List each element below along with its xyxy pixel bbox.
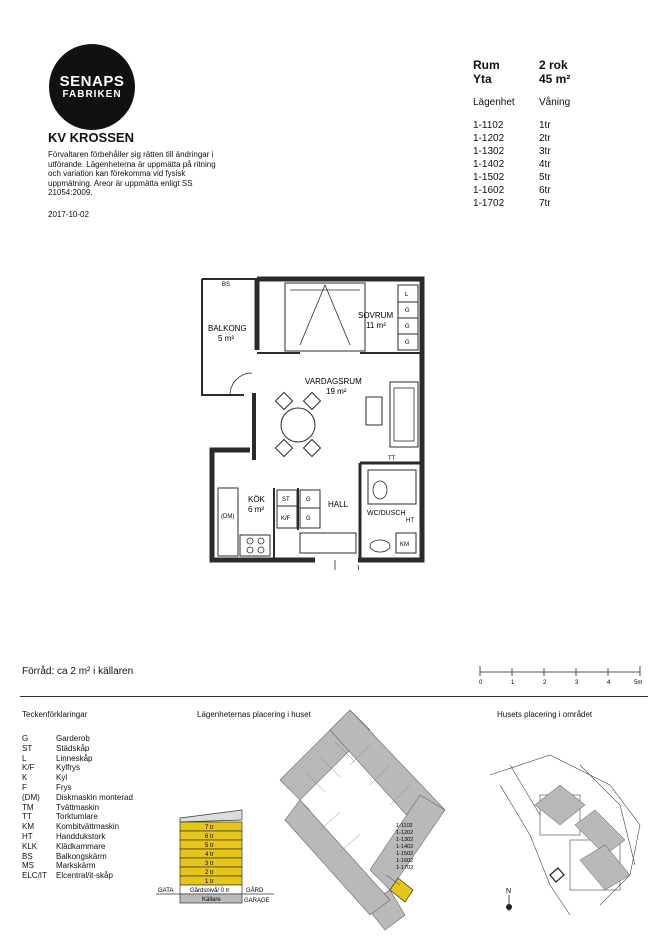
map-unit-label: 1-1702	[396, 865, 414, 871]
floor-header: Våning	[539, 97, 571, 108]
linen-cabinet-label: L	[405, 292, 409, 298]
unit-row: 1-1202 2tr	[473, 133, 551, 144]
logo-line1: SENAPS	[59, 72, 125, 90]
unit-row: 1-1602 6tr	[473, 185, 551, 196]
scale-tick: 5m	[634, 680, 643, 686]
unit-list	[473, 119, 551, 210]
area-map-title: Husets placering i området	[497, 710, 593, 719]
building-block-map	[270, 700, 470, 940]
legend-item: TT Torktumlare	[22, 812, 98, 822]
bedroom-wardrobe-label-3: G	[405, 340, 410, 346]
scale-tick: 0	[479, 680, 483, 686]
apartment-header: Lägenhet	[473, 97, 515, 108]
balcony-label: BALKONG	[208, 324, 247, 333]
area-value: 45 m²	[539, 72, 571, 86]
scale-tick: 1	[511, 680, 515, 686]
section-divider	[20, 696, 648, 697]
legend-item: KLK Klädkammare	[22, 841, 106, 851]
legend-item: MS Markskärm	[22, 861, 96, 871]
hall-label: HALL	[328, 500, 349, 509]
tumble-dryer-label: TT	[388, 456, 396, 462]
garage-label: GARAGE	[244, 898, 270, 904]
floor-label: 1 tr	[205, 879, 214, 885]
cleaning-cabinet-label: ST	[282, 497, 290, 503]
area-label: Yta	[473, 72, 492, 86]
floor-label: 7 tr	[205, 825, 214, 831]
map-unit-label: 1-1102	[396, 823, 413, 829]
floor-label: 2 tr	[205, 870, 214, 876]
map-unit-label: 1-1602	[396, 858, 414, 864]
scale-tick: 3	[575, 680, 579, 686]
legend-item: KM Kombitvättmaskin	[22, 822, 120, 832]
scale-bar	[476, 662, 646, 686]
fridge-freezer-label: K/F	[281, 516, 291, 522]
wardrobe-label-1: G	[306, 497, 311, 503]
dishwasher-label: (DM)	[221, 514, 235, 520]
bedroom-wardrobe-label-1: G	[405, 308, 410, 314]
balcony-area: 5 m²	[218, 334, 234, 343]
courtyard-label: GÅRD	[246, 888, 264, 894]
disclaimer-text: Förvaltaren förbehåller sig rätten till ändringar i utförande. Lägenheterna är uppmätta på ritning och variation kan förekomma vid fysisk uppmätning. Areor är uppmätta enligt SS 21054:2009.	[48, 150, 216, 197]
legend-item: G Garderob	[22, 734, 90, 743]
legend-item: ST Städskåp	[22, 743, 90, 753]
bedroom-label: SOVRUM	[358, 311, 394, 320]
floor-stack	[150, 800, 280, 910]
legend-item: ELC/IT Elcentral/it-skåp	[22, 871, 113, 881]
living-room-label: VARDAGSRUM	[305, 377, 362, 386]
rooms-label: Rum	[473, 58, 500, 72]
map-unit-label: 1-1202	[396, 830, 414, 836]
combi-washer-label: KM	[400, 542, 409, 548]
floor-label: 4 tr	[205, 852, 214, 858]
living-room-area: 19 m²	[326, 387, 347, 396]
legend-item: BS Balkongskärm	[22, 851, 107, 861]
basement-label: Källare	[202, 897, 221, 903]
scale-tick: 2	[543, 680, 547, 686]
legend-item: (DM) Diskmaskin monterad	[22, 792, 133, 802]
storage-note: Förråd: ca 2 m² i källaren	[22, 666, 134, 677]
legend-item: TM Tvättmaskin	[22, 802, 100, 812]
map-unit-label: 1-1302	[396, 837, 414, 843]
legend-item: K/F Kylfrys	[22, 763, 80, 773]
floor-label: 5 tr	[205, 843, 214, 849]
north-label: N	[506, 888, 512, 895]
bedroom-wardrobe-label-2: G	[405, 324, 410, 330]
map-unit-label: 1-1402	[396, 844, 414, 850]
bedroom-area: 11 m²	[366, 321, 386, 330]
legend-list	[22, 734, 133, 881]
placement-title: Lägenheternas placering i huset	[197, 710, 311, 719]
legend-item: HT Handdukstork	[22, 831, 106, 841]
legend-item: F Frys	[22, 782, 72, 792]
rooms-value: 2 rok	[539, 58, 568, 72]
document-date: 2017-10-02	[48, 210, 89, 219]
logo-line2: FABRIKEN	[62, 88, 122, 100]
floor-plan	[195, 270, 435, 570]
map-unit-label: 1-1502	[396, 851, 414, 857]
north-arrow-icon	[506, 904, 512, 910]
street-label: GATA	[158, 888, 174, 894]
legend-title: Teckenförklaringar	[22, 710, 88, 719]
legend-item: K Kyl	[22, 773, 68, 783]
ground-level-label: Gårdsnivå/ 0 tr	[190, 888, 230, 894]
senaps-fabriken-logo	[49, 44, 135, 130]
wardrobe-label-2: G	[306, 516, 311, 522]
scale-tick: 4	[607, 680, 611, 686]
kitchen-label: KÖK	[248, 495, 265, 504]
area-map	[480, 725, 650, 925]
legend-item: L Linneskåp	[22, 753, 93, 763]
kitchen-area: 6 m²	[248, 505, 264, 514]
floor-label: 3 tr	[205, 861, 214, 867]
bathroom-label: WC/DUSCH	[367, 510, 406, 517]
towel-warmer-label: HT	[406, 518, 414, 524]
floor-label: 6 tr	[205, 834, 214, 840]
unit-row: 1-1302 3tr	[473, 146, 551, 157]
unit-row: 1-1702 7tr	[473, 198, 551, 209]
balcony-screen-label: BS	[222, 282, 231, 288]
unit-row: 1-1102 1tr	[473, 120, 551, 131]
unit-row: 1-1502 5tr	[473, 172, 551, 183]
unit-row: 1-1402 4tr	[473, 159, 551, 170]
project-title: KV KROSSEN	[48, 130, 134, 145]
